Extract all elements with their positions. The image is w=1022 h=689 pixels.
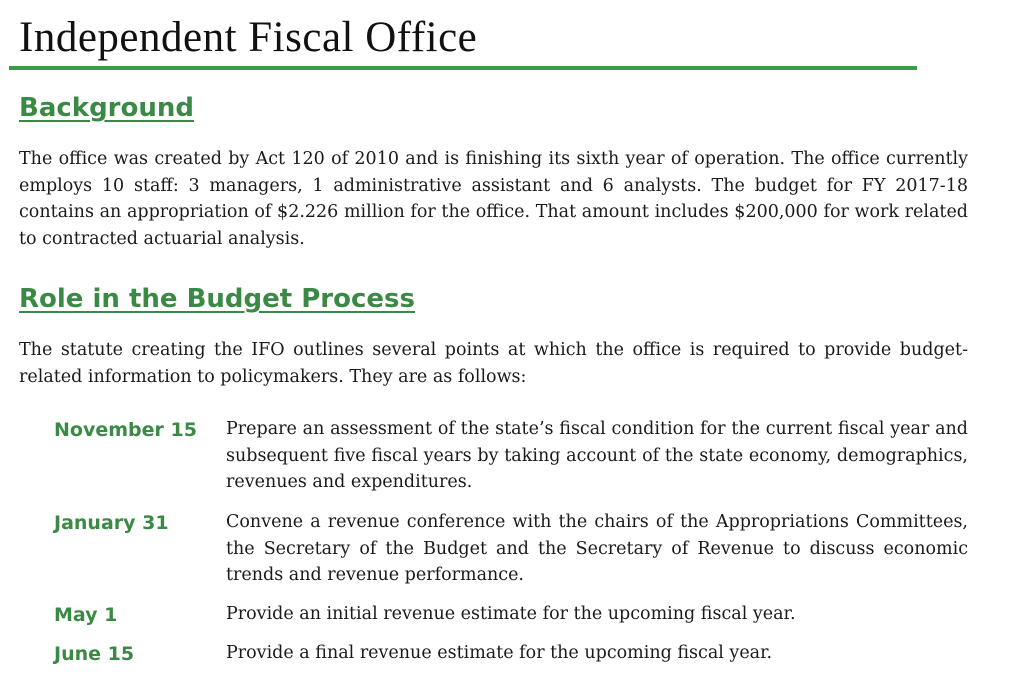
page-title: Independent Fiscal Office [19, 14, 478, 61]
schedule-date: June 15 [54, 643, 135, 665]
title-divider [9, 66, 917, 70]
schedule-description: Convene a revenue conference with the chairs of the Appropriations Committees, the Secretary of the Budget and the Secretary of Revenue to discuss economic trends and revenue performance. [226, 512, 968, 585]
role-paragraph: The statute creating the IFO outlines several points at which the office is required to provide budget-related information to policymakers. They are as follows: [19, 340, 968, 387]
schedule-date: January 31 [54, 512, 169, 534]
section-heading-background: Background [19, 93, 194, 123]
schedule-description: Provide an initial revenue estimate for the upcoming fiscal year. [226, 604, 796, 624]
section-heading-role-in-budget-process: Role in the Budget Process [19, 284, 415, 314]
background-paragraph: The office was created by Act 120 of 2010 and is finishing its sixth year of operation. The office currently employs 10 staff: 3 managers, 1 administrative assistant and 6 analysts. The budget for FY 2017-18 contains an appropriation of $2.226 million for the office. That amount includes $200,000 for work related to contracted actuarial analysis. [19, 149, 968, 249]
schedule-description: Provide a final revenue estimate for the upcoming fiscal year. [226, 643, 773, 663]
schedule-date: May 1 [54, 604, 118, 626]
schedule-date: November 15 [54, 419, 197, 441]
schedule-description: Prepare an assessment of the state’s fiscal condition for the current fiscal year and subsequent five fiscal years by taking account of the state economy, demographics, revenues and expenditures. [226, 419, 968, 492]
